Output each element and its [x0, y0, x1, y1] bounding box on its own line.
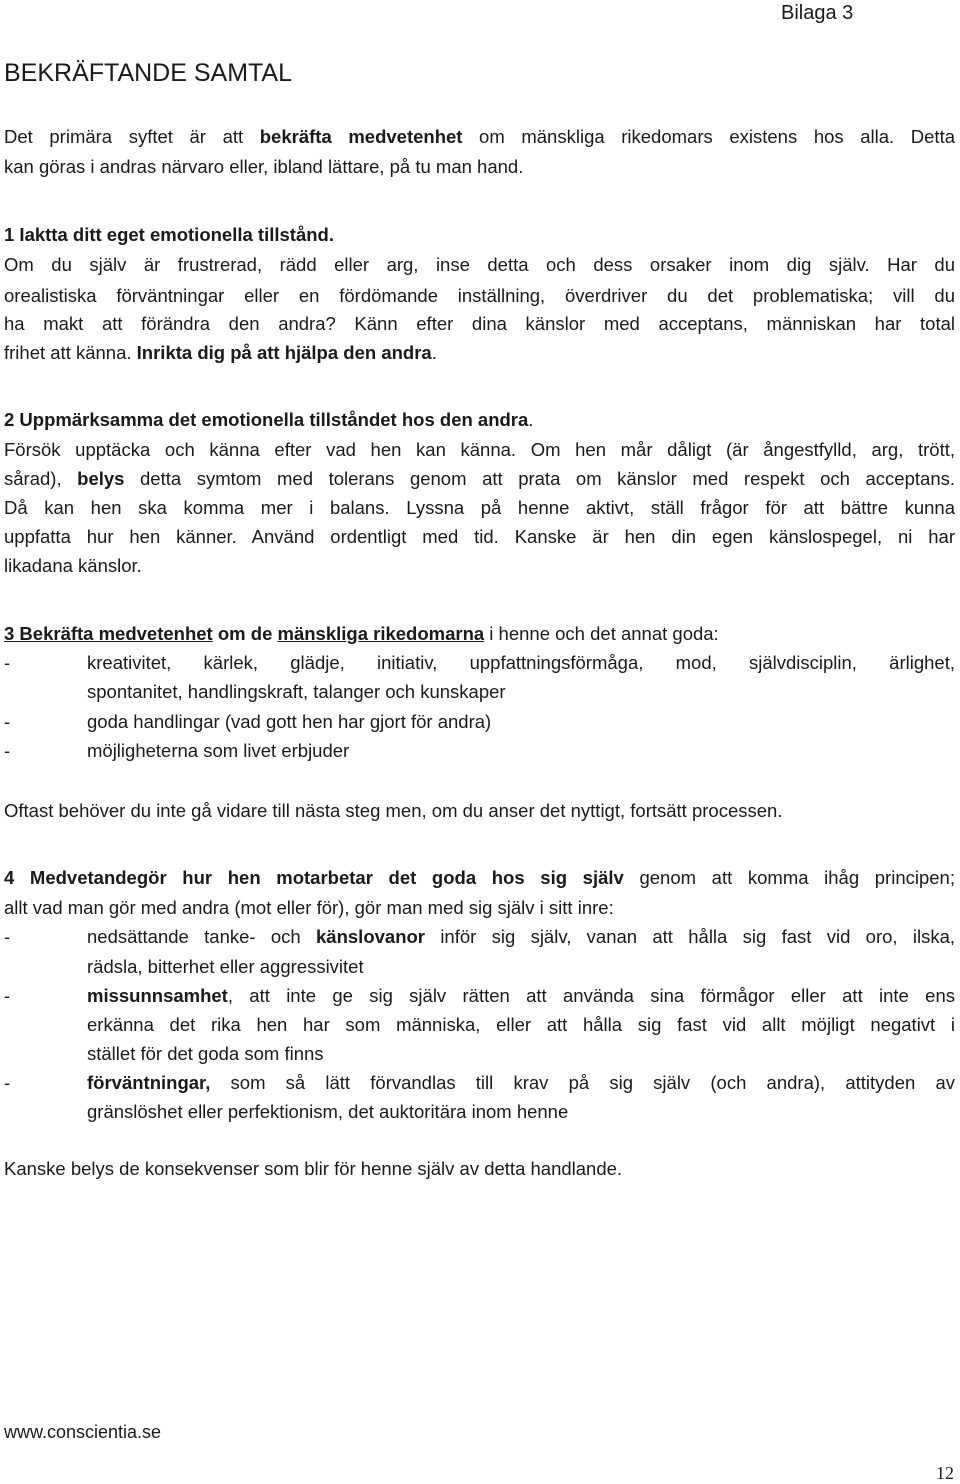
list-dash: - — [4, 926, 11, 947]
section-2-line-3: Då kan hen ska komma mer i balans. Lyssna på henne aktivt, ställ frågor för att bättre kunna — [4, 497, 955, 518]
section-2-line-1: Försök upptäcka och känna efter vad hen kan känna. Om hen mår dåligt (är ångestfylld, arg, trött, — [4, 439, 955, 460]
appendix-label: Bilaga 3 — [781, 2, 854, 24]
section-3-heading: 3 Bekräfta medvetenhet om de mänskliga rikedomarna i henne och det annat goda: — [4, 623, 719, 644]
section-1-line-1: Om du själv är frustrerad, rädd eller arg, inse detta och dess orsaker inom dig själv. Har du — [4, 254, 955, 275]
page-title: BEKRÄFTANDE SAMTAL — [4, 59, 293, 87]
section-4-item-2-line-1: missunnsamhet, att inte ge sig själv rätten att använda sina förmågor eller att inte ens — [87, 985, 955, 1006]
closing-line: Kanske belys de konsekvenser som blir för henne själv av detta handlande. — [4, 1158, 623, 1179]
section-2-line-5: likadana känslor. — [4, 555, 142, 576]
section-3-item-2: goda handlingar (vad gott hen har gjort för andra) — [87, 711, 492, 732]
section-1-line-3: ha makt att förändra den andra? Känn efter dina känslor med acceptans, människan har total — [4, 313, 955, 334]
section-1-heading: 1 Iaktta ditt eget emotionella tillstånd. — [4, 224, 334, 245]
page-number: 12 — [936, 1463, 954, 1483]
list-dash: - — [4, 652, 11, 673]
list-dash: - — [4, 740, 11, 761]
section-4-heading: 4 Medvetandegör hur hen motarbetar det goda hos sig själv genom att komma ihåg principen; — [4, 867, 955, 888]
section-3-item-1-line-2: spontanitet, handlingskraft, talanger och kunskaper — [87, 681, 506, 702]
list-dash: - — [4, 1072, 11, 1093]
section-1-line-2: orealistiska förväntningar eller en fördömande inställning, överdriver du det problematiska; vill du — [4, 285, 955, 306]
intro-line-1: Det primära syftet är att bekräfta medvetenhet om mänskliga rikedomars existens hos alla. Detta — [4, 126, 956, 147]
section-4-item-3-line-1: förväntningar, som så lätt förvandlas till krav på sig själv (och andra), attityden av — [87, 1072, 955, 1093]
section-4-item-1-line-1: nedsättande tanke- och känslovanor inför sig själv, vanan att hålla sig fast vid oro, ilska, — [87, 926, 956, 947]
list-dash: - — [4, 711, 11, 732]
section-3-item-3: möjligheterna som livet erbjuder — [87, 740, 350, 761]
section-4-item-3-line-2: gränslöshet eller perfektionism, det auktoritära inom henne — [87, 1101, 569, 1122]
section-4-item-1-line-2: rädsla, bitterhet eller aggressivitet — [87, 956, 364, 977]
section-2-heading: 2 Uppmärksamma det emotionella tillståndet hos den andra. — [4, 409, 534, 430]
footer-website: www.conscientia.se — [4, 1422, 162, 1442]
section-4-item-2-line-3: stället för det goda som finns — [87, 1043, 324, 1064]
section-3-note: Oftast behöver du inte gå vidare till nästa steg men, om du anser det nyttigt, fortsätt processen. — [4, 800, 783, 821]
section-2-line-4: uppfatta hur hen känner. Använd ordentligt med tid. Kanske är hen din egen känslospegel, ni har — [4, 526, 955, 547]
section-4-line-2: allt vad man gör med andra (mot eller för), gör man med sig själv i sitt inre: — [4, 897, 614, 918]
section-4-item-2-line-2: erkänna det rika hen har som människa, eller att hålla sig fast vid allt möjligt negativt i — [87, 1014, 955, 1035]
list-dash: - — [4, 985, 11, 1006]
section-2-line-2: sårad), belys detta symtom med tolerans genom att prata om känslor med respekt och acceptans. — [4, 468, 955, 489]
section-1-line-4: frihet att känna. Inrikta dig på att hjälpa den andra. — [4, 342, 437, 363]
section-3-item-1-line-1: kreativitet, kärlek, glädje, initiativ, uppfattningsförmåga, mod, självdisciplin, ärlighet, — [87, 652, 955, 673]
intro-line-2: kan göras i andras närvaro eller, ibland lättare, på tu man hand. — [4, 156, 524, 177]
